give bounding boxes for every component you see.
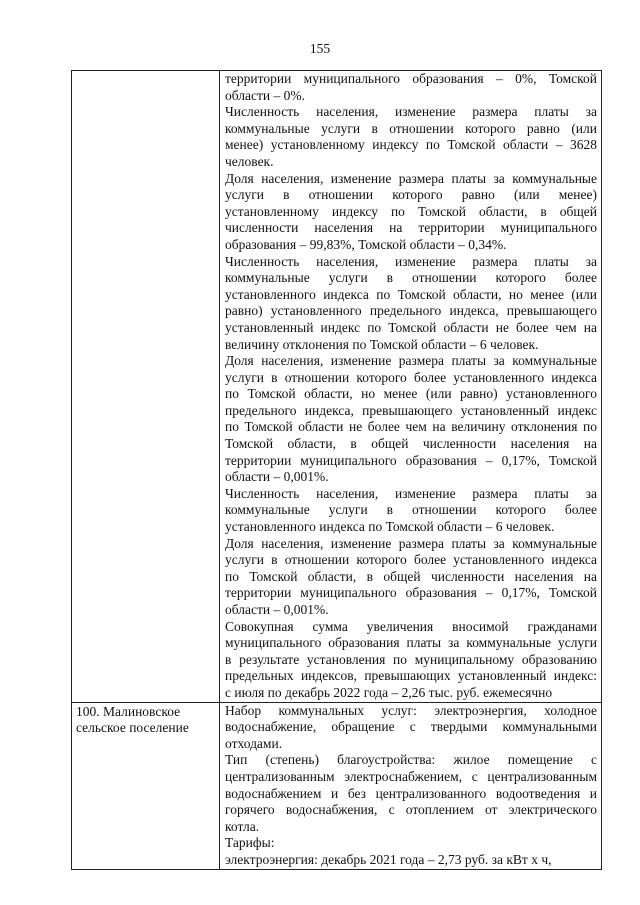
text-line: равно) установленного предельного индекса, превышающего: [225, 303, 597, 319]
text-line: водоснабжение, обращение с твердыми коммунальными: [225, 719, 597, 735]
text-line: коммунальные услуги в отношении которого более: [225, 502, 597, 518]
text-line: котла.: [225, 818, 260, 834]
text-line: муниципального образования платы за коммунальные услуги: [225, 635, 597, 651]
text-line: менее) установленному индексу по Томской области – 3628: [225, 137, 597, 153]
page-number: 155: [309, 41, 331, 56]
text-line: Тарифы:: [225, 835, 275, 851]
text-line: Тип (степень) благоустройства: жилое помещение с: [225, 752, 597, 768]
paragraph: [225, 852, 597, 868]
paragraph: [225, 104, 597, 170]
text-line: численности населения на территории муниципального: [225, 220, 597, 236]
text-line: Численность населения, изменение размера платы за: [225, 485, 597, 501]
description-cell: [220, 71, 602, 703]
settlement-name-cell: 100. Малиновское сельское поселение: [72, 702, 220, 869]
text-line: образования – 99,83%, Томской области – 0,34%.: [225, 236, 507, 252]
text-line: величину отклонения по Томской области – 6 человек.: [225, 336, 539, 352]
text-line: Совокупная сумма увеличения вносимой гражданами: [225, 618, 597, 634]
paragraph: [225, 71, 597, 104]
text-line: установленному индексу по Томской области, в общей: [225, 203, 597, 219]
description-cell: [220, 702, 602, 869]
text-line: области – 0,001%.: [225, 602, 329, 617]
text-line: территории муниципального образования – 0,17%, Томской: [225, 452, 597, 468]
table-row: [72, 702, 602, 869]
text-line: по Томской области, в общей численности населения на: [225, 568, 597, 584]
text-line: Томской области, в общей численности населения на: [225, 436, 597, 452]
text-line: в результате установления по муниципальному образованию: [225, 651, 597, 667]
paragraph: [225, 353, 597, 486]
text-line: Доля населения, изменение размера платы за коммунальные: [225, 170, 597, 186]
text-line: Доля населения, изменение размера платы за коммунальные: [225, 535, 597, 551]
text-line: по Томской области, но менее (или равно) установленного: [225, 386, 597, 402]
text-line: Доля населения, изменение размера платы за коммунальные: [225, 353, 597, 369]
paragraph: [225, 835, 597, 852]
text-line: услуги в отношении которого равно (или менее): [225, 187, 597, 203]
text-line: коммунальные услуги в отношении которого более: [225, 270, 597, 286]
text-line: горячего водоснабжения, с отоплением от электрического: [225, 802, 597, 818]
table-row: [72, 71, 602, 703]
text-line: установленного индекса по Томской области – 6 человек.: [225, 519, 555, 535]
text-line: по Томской области не более чем на величину отклонения по: [225, 419, 597, 435]
text-line: области – 0%.: [225, 87, 305, 103]
text-line: предельного индекса, превышающего установленный индекс: [225, 402, 597, 418]
text-line: с июля по декабрь 2022 года – 2,26 тыс. руб. ежемесячно: [225, 684, 553, 700]
text-line: территории муниципального образования – 0,17%, Томской: [225, 585, 597, 601]
paragraph: [225, 486, 597, 536]
document-table: [71, 70, 602, 870]
text-line: электроэнергия: декабрь 2021 года – 2,73 руб. за кВт х ч,: [225, 851, 552, 867]
paragraph: [225, 536, 597, 619]
description-text: [225, 703, 597, 868]
paragraph: [225, 703, 597, 753]
text-line: услуги в отношении которого более установленного индекса: [225, 369, 597, 385]
text-line: услуги в отношении которого более установленного индекса: [225, 552, 597, 568]
text-line: установленный индекс по Томской области не более чем на: [225, 319, 597, 335]
text-line: отходами.: [225, 735, 283, 751]
text-line: территории муниципального образования – 0%, Томской: [225, 71, 597, 86]
text-line: предельных индексов, превышающих установленный индекс:: [225, 668, 597, 684]
paragraph: [225, 752, 597, 835]
description-text: [225, 71, 597, 702]
text-line: централизованным электроснабжением, с централизованным: [225, 768, 597, 784]
text-line: человек.: [225, 153, 274, 169]
settlement-name-cell: [72, 71, 220, 703]
text-line: области – 0,001%.: [225, 469, 329, 485]
text-line: Численность населения, изменение размера платы за: [225, 104, 597, 120]
paragraph: [225, 171, 597, 254]
text-line: водоснабжением и без централизованного водоотведения и: [225, 785, 597, 801]
text-line: коммунальные услуги в отношении которого равно (или: [225, 120, 597, 136]
text-line: Набор коммунальных услуг: электроэнергия, холодное: [225, 702, 597, 718]
paragraph: [225, 619, 597, 702]
paragraph: [225, 254, 597, 354]
text-line: установленного индекса по Томской области, но менее (или: [225, 286, 597, 302]
text-line: Численность населения, изменение размера платы за: [225, 253, 597, 269]
